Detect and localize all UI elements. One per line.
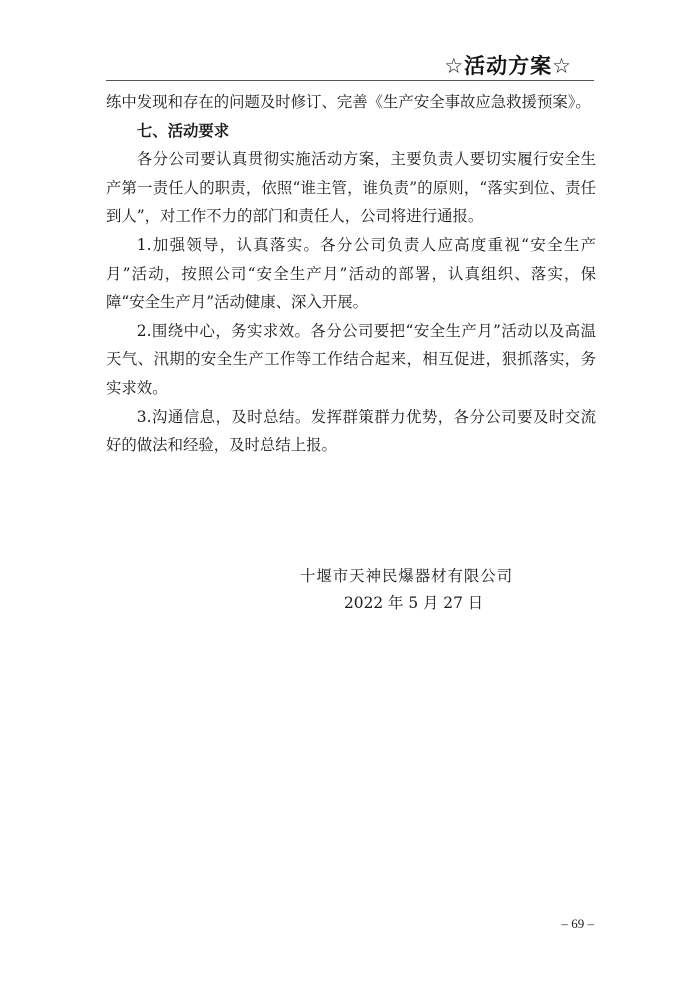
signature-company: 十堰市天神民爆器材有限公司 — [300, 567, 514, 585]
paragraph-item-1: 1.加强领导，认真落实。各分公司负责人应高度重视“安全生产月”活动，按照公司“安全生产月”活动的部署，认真组织、落实，保障“安全生产月”活动健康、深入开展。 — [106, 235, 596, 312]
continuation-paragraph: 练中发现和存在的问题及时修订、完善《生产安全事故应急救援预案》。 — [106, 93, 591, 111]
page-number: – 69 – — [561, 916, 594, 931]
signature-block — [300, 563, 560, 617]
paragraph-requirements: 各分公司要认真贯彻实施活动方案，主要负责人要切实履行安全生产第一责任人的职责，依照“谁主管，谁负责”的原则，“落实到位、责任到人”，对工作不力的部门和责任人，公司将进行通报。 — [106, 150, 596, 226]
document-body — [106, 88, 596, 460]
header-divider — [106, 80, 594, 81]
document-header-title: ☆活动方案☆ — [444, 54, 572, 78]
signature-date: 2022 年 5 月 27 日 — [344, 594, 484, 612]
paragraph-item-3: 3.沟通信息，及时总结。发挥群策群力优势，各分公司要及时交流好的做法和经验，及时总结上报。 — [106, 407, 596, 455]
paragraph-item-2: 2.围绕中心，务实求效。各分公司要把“安全生产月”活动以及高温天气、汛期的安全生产工作等工作结合起来，相互促进，狠抓落实，务实求效。 — [106, 321, 596, 397]
section-heading: 七、活动要求 — [136, 121, 230, 140]
